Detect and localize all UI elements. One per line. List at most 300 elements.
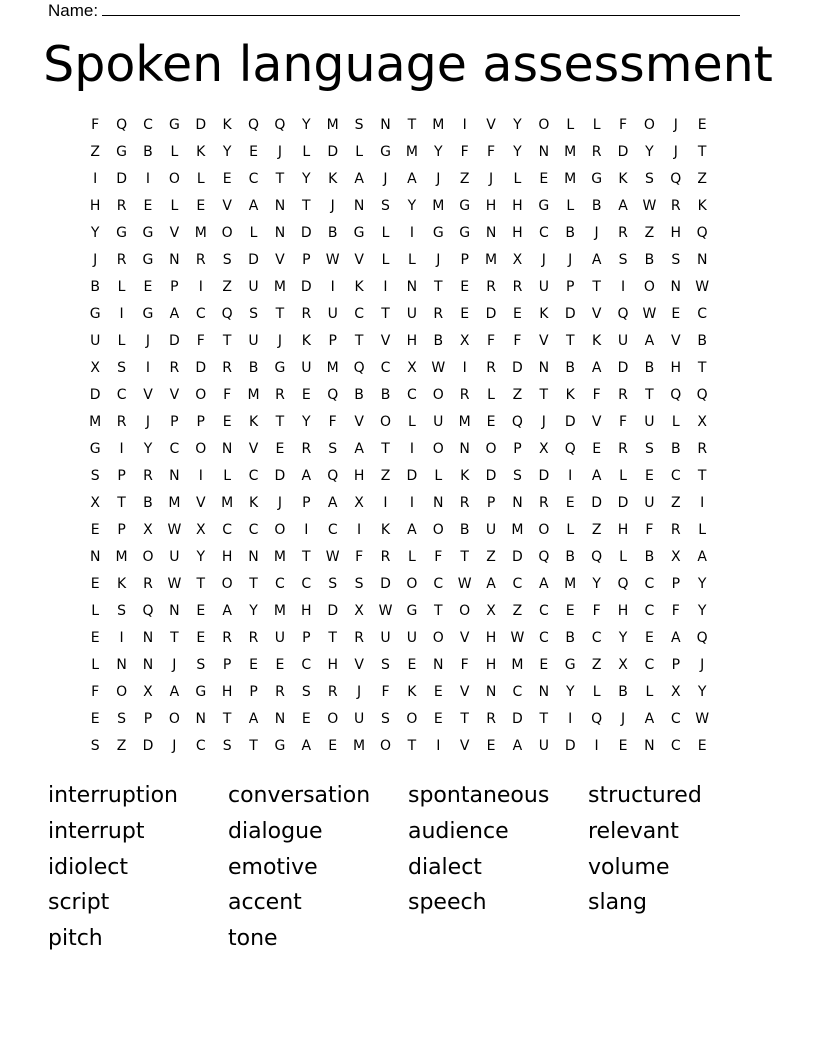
grid-letter: M xyxy=(221,495,234,511)
grid-letter: X xyxy=(143,522,153,538)
grid-letter: G xyxy=(353,225,365,241)
grid-letter: T xyxy=(433,603,443,619)
grid-letter: L xyxy=(381,252,390,268)
grid-letter: N xyxy=(274,225,286,241)
grid-letter: U xyxy=(406,630,417,646)
grid-letter: R xyxy=(380,549,391,565)
grid-letter: D xyxy=(380,576,391,592)
grid-letter: I xyxy=(568,711,573,727)
grid-letter: K xyxy=(301,333,311,349)
grid-letter: D xyxy=(564,306,576,322)
grid-letter: R xyxy=(486,711,496,727)
grid-letter: J xyxy=(145,333,151,349)
grid-letter: K xyxy=(407,684,417,700)
word-list-item: emotive xyxy=(228,854,318,880)
grid-letter: F xyxy=(91,684,100,700)
grid-letter: E xyxy=(143,279,153,295)
grid-letter: Y xyxy=(433,144,443,160)
grid-letter: Y xyxy=(697,603,707,619)
grid-row xyxy=(82,598,742,625)
grid-letter: G xyxy=(116,225,128,241)
grid-letter: B xyxy=(354,387,364,403)
grid-letter: R xyxy=(116,252,127,268)
grid-letter: D xyxy=(485,306,497,322)
grid-letter: M xyxy=(273,603,286,619)
grid-letter: T xyxy=(539,387,549,403)
grid-letter: P xyxy=(671,657,681,673)
grid-letter: V xyxy=(195,495,206,511)
grid-letter: P xyxy=(222,657,232,673)
grid-letter: L xyxy=(407,549,416,565)
grid-letter: L xyxy=(249,225,258,241)
grid-letter: A xyxy=(539,576,549,592)
grid-letter: E xyxy=(196,603,206,619)
grid-letter: T xyxy=(592,279,601,295)
grid-letter: V xyxy=(459,684,470,700)
grid-letter: P xyxy=(249,684,258,700)
word-list-item: speech xyxy=(408,890,487,916)
grid-letter: E xyxy=(90,630,100,646)
grid-letter: Q xyxy=(248,117,260,133)
grid-letter: M xyxy=(194,225,207,241)
grid-letter: M xyxy=(273,279,286,295)
grid-letter: W xyxy=(431,360,446,376)
grid-letter: E xyxy=(644,630,654,646)
grid-letter: K xyxy=(328,171,338,187)
grid-row xyxy=(82,409,742,436)
grid-letter: N xyxy=(89,549,101,565)
grid-letter: E xyxy=(222,414,232,430)
grid-letter: Q xyxy=(670,171,682,187)
grid-letter: X xyxy=(539,441,549,457)
grid-letter: D xyxy=(617,495,629,511)
grid-letter: H xyxy=(406,333,418,349)
grid-letter: N xyxy=(433,657,444,673)
word-list-item: tone xyxy=(228,926,278,952)
grid-letter: E xyxy=(90,711,100,727)
grid-letter: I xyxy=(436,738,441,754)
grid-letter: O xyxy=(406,711,418,727)
grid-letter: U xyxy=(353,711,365,727)
grid-letter: B xyxy=(143,144,153,160)
grid-letter: S xyxy=(90,738,100,754)
grid-letter: Q xyxy=(353,360,365,376)
grid-letter: T xyxy=(275,414,285,430)
grid-letter: T xyxy=(302,198,311,214)
grid-letter: K xyxy=(460,468,470,484)
grid-letter: S xyxy=(117,603,127,619)
grid-letter: E xyxy=(196,630,206,646)
grid-letter: B xyxy=(248,360,259,376)
grid-letter: H xyxy=(327,657,338,673)
grid-row xyxy=(82,463,742,490)
grid-row xyxy=(82,382,742,409)
grid-letter: A xyxy=(407,522,417,538)
grid-letter: V xyxy=(222,198,232,214)
grid-letter: F xyxy=(592,603,601,619)
grid-letter: U xyxy=(169,549,180,565)
grid-letter: C xyxy=(644,657,655,673)
grid-letter: D xyxy=(512,360,523,376)
grid-letter: E xyxy=(249,144,258,160)
grid-letter: O xyxy=(379,738,391,754)
grid-letter: M xyxy=(564,576,577,592)
grid-letter: M xyxy=(564,144,577,160)
grid-letter: J xyxy=(673,117,678,133)
grid-letter: V xyxy=(143,387,153,403)
grid-letter: N xyxy=(485,684,497,700)
grid-letter: C xyxy=(591,630,602,646)
grid-letter: U xyxy=(274,630,286,646)
grid-letter: L xyxy=(592,117,601,133)
grid-letter: T xyxy=(170,630,179,646)
grid-letter: W xyxy=(325,549,340,565)
grid-letter: A xyxy=(327,495,338,511)
grid-letter: O xyxy=(432,522,444,538)
name-field xyxy=(48,0,740,20)
grid-letter: Y xyxy=(645,144,654,160)
grid-letter: S xyxy=(328,441,338,457)
grid-letter: R xyxy=(486,279,496,295)
grid-letter: A xyxy=(354,441,364,457)
grid-row xyxy=(82,220,742,247)
grid-letter: J xyxy=(277,333,282,349)
grid-letter: T xyxy=(222,333,232,349)
grid-letter: P xyxy=(328,333,337,349)
grid-letter: C xyxy=(275,576,285,592)
grid-letter: A xyxy=(354,171,364,187)
grid-letter: J xyxy=(172,738,177,754)
grid-letter: T xyxy=(407,738,417,754)
grid-letter: U xyxy=(406,306,417,322)
grid-letter: Q xyxy=(617,306,629,322)
grid-letter: C xyxy=(670,738,681,754)
grid-letter: B xyxy=(565,549,576,565)
grid-row xyxy=(82,652,742,679)
grid-letter: S xyxy=(644,441,654,457)
grid-letter: N xyxy=(538,144,550,160)
grid-letter: B xyxy=(670,441,681,457)
grid-letter: Y xyxy=(592,576,601,592)
grid-letter: G xyxy=(538,198,550,214)
grid-letter: W xyxy=(510,630,525,646)
grid-letter: C xyxy=(195,738,206,754)
grid-letter: Z xyxy=(380,468,391,484)
grid-letter: F xyxy=(328,414,337,430)
grid-letter: O xyxy=(221,225,233,241)
word-list-item: script xyxy=(48,890,110,916)
grid-row xyxy=(82,571,742,598)
grid-letter: G xyxy=(274,360,286,376)
grid-letter: E xyxy=(618,738,628,754)
grid-letter: I xyxy=(145,171,151,187)
grid-letter: C xyxy=(644,576,655,592)
grid-letter: G xyxy=(142,306,154,322)
grid-letter: T xyxy=(117,495,126,511)
grid-letter: H xyxy=(485,198,497,214)
grid-letter: V xyxy=(591,306,602,322)
grid-letter: V xyxy=(539,333,549,349)
grid-letter: A xyxy=(644,333,655,349)
grid-letter: U xyxy=(538,738,549,754)
grid-letter: H xyxy=(512,225,523,241)
grid-letter: N xyxy=(670,279,682,295)
grid-letter: P xyxy=(170,414,179,430)
grid-letter: G xyxy=(142,225,154,241)
grid-letter: C xyxy=(301,657,312,673)
grid-letter: D xyxy=(195,360,207,376)
grid-letter: Q xyxy=(327,387,339,403)
grid-letter: S xyxy=(117,360,127,376)
grid-letter: H xyxy=(670,225,682,241)
grid-letter: Z xyxy=(116,738,127,754)
grid-letter: V xyxy=(354,252,364,268)
grid-row xyxy=(82,274,742,301)
grid-letter: S xyxy=(354,117,364,133)
grid-letter: J xyxy=(673,144,678,160)
grid-letter: M xyxy=(353,738,366,754)
grid-letter: W xyxy=(695,711,710,727)
grid-letter: K xyxy=(592,333,602,349)
grid-letter: N xyxy=(274,711,286,727)
grid-letter: U xyxy=(433,414,444,430)
grid-letter: T xyxy=(302,549,311,565)
grid-letter: X xyxy=(195,522,206,538)
grid-letter: I xyxy=(304,522,309,538)
grid-letter: N xyxy=(433,495,444,511)
grid-letter: K xyxy=(618,171,628,187)
grid-letter: G xyxy=(274,738,286,754)
grid-letter: E xyxy=(539,171,549,187)
grid-letter: S xyxy=(301,684,311,700)
grid-letter: O xyxy=(432,387,444,403)
grid-letter: Z xyxy=(222,279,232,295)
grid-letter: C xyxy=(538,225,549,241)
word-list-item: accent xyxy=(228,890,302,916)
grid-letter: E xyxy=(486,738,496,754)
page-title: Spoken language assessment xyxy=(43,36,773,93)
grid-letter: I xyxy=(93,171,98,187)
grid-letter: G xyxy=(89,441,101,457)
grid-letter: J xyxy=(436,171,441,187)
grid-letter: L xyxy=(170,198,179,214)
grid-letter: M xyxy=(326,360,339,376)
grid-letter: T xyxy=(381,306,390,322)
grid-letter: O xyxy=(168,171,180,187)
grid-letter: C xyxy=(538,630,549,646)
grid-letter: O xyxy=(538,522,550,538)
grid-letter: C xyxy=(697,306,708,322)
grid-letter: H xyxy=(617,522,629,538)
grid-letter: J xyxy=(541,414,546,430)
grid-letter: N xyxy=(169,468,180,484)
grid-letter: N xyxy=(512,495,523,511)
grid-letter: G xyxy=(380,144,391,160)
grid-letter: D xyxy=(168,333,180,349)
grid-letter: V xyxy=(248,441,259,457)
grid-letter: N xyxy=(406,279,418,295)
grid-letter: R xyxy=(670,198,681,214)
grid-letter: Q xyxy=(696,630,708,646)
grid-letter: X xyxy=(670,549,681,565)
grid-letter: N xyxy=(644,738,655,754)
grid-letter: D xyxy=(512,711,523,727)
grid-letter: T xyxy=(697,144,707,160)
grid-letter: P xyxy=(302,630,311,646)
grid-letter: A xyxy=(169,306,180,322)
grid-letter: Y xyxy=(302,117,311,133)
grid-letter: N xyxy=(142,657,154,673)
grid-letter: U xyxy=(301,360,312,376)
grid-letter: I xyxy=(145,360,151,376)
grid-letter: Y xyxy=(618,630,628,646)
grid-letter: E xyxy=(90,522,100,538)
grid-letter: L xyxy=(91,657,100,673)
word-list xyxy=(48,778,768,957)
grid-letter: W xyxy=(325,252,340,268)
grid-letter: D xyxy=(617,360,629,376)
grid-letter: D xyxy=(195,117,207,133)
grid-letter: J xyxy=(357,684,362,700)
grid-letter: X xyxy=(618,657,628,673)
grid-letter: J xyxy=(172,657,177,673)
grid-letter: R xyxy=(301,306,312,322)
grid-letter: F xyxy=(381,684,390,700)
grid-letter: H xyxy=(221,549,233,565)
grid-letter: T xyxy=(249,576,258,592)
grid-letter: I xyxy=(462,360,467,376)
word-list-item: slang xyxy=(588,890,647,916)
grid-letter: F xyxy=(460,657,469,673)
grid-letter: S xyxy=(196,657,206,673)
grid-letter: O xyxy=(643,279,655,295)
grid-letter: K xyxy=(539,306,549,322)
grid-letter: F xyxy=(618,117,628,133)
grid-letter: R xyxy=(275,684,285,700)
grid-letter: E xyxy=(671,306,681,322)
grid-letter: N xyxy=(248,549,259,565)
grid-letter: L xyxy=(223,468,232,484)
grid-letter: J xyxy=(568,252,573,268)
grid-letter: L xyxy=(355,144,363,160)
grid-letter: O xyxy=(221,576,233,592)
grid-letter: B xyxy=(327,225,338,241)
grid-letter: I xyxy=(462,117,467,133)
grid-letter: J xyxy=(541,252,546,268)
grid-letter: H xyxy=(512,198,523,214)
grid-letter: V xyxy=(591,414,602,430)
word-list-item: dialogue xyxy=(228,818,323,844)
grid-letter: X xyxy=(407,360,417,376)
grid-letter: T xyxy=(565,333,575,349)
grid-row xyxy=(82,544,742,571)
grid-letter: P xyxy=(302,495,311,511)
grid-letter: M xyxy=(273,549,286,565)
grid-letter: I xyxy=(198,468,203,484)
grid-letter: Y xyxy=(196,549,206,565)
grid-letter: N xyxy=(142,630,154,646)
grid-letter: O xyxy=(274,522,286,538)
grid-letter: C xyxy=(538,603,549,619)
grid-letter: A xyxy=(618,198,628,214)
grid-row xyxy=(82,328,742,355)
grid-letter: K xyxy=(380,522,391,538)
grid-letter: F xyxy=(671,603,680,619)
grid-letter: Z xyxy=(90,144,100,160)
grid-letter: B xyxy=(591,198,602,214)
grid-letter: X xyxy=(90,360,100,376)
grid-letter: J xyxy=(620,711,626,727)
grid-letter: W xyxy=(378,603,393,619)
grid-letter: Q xyxy=(142,603,154,619)
grid-letter: O xyxy=(485,441,497,457)
grid-letter: R xyxy=(116,198,127,214)
grid-letter: B xyxy=(697,333,707,349)
grid-letter: E xyxy=(697,738,707,754)
grid-letter: B xyxy=(90,279,100,295)
grid-letter: Z xyxy=(512,603,523,619)
grid-letter: D xyxy=(300,279,312,295)
grid-letter: Y xyxy=(513,117,522,133)
grid-letter: R xyxy=(512,279,523,295)
grid-letter: T xyxy=(645,387,654,403)
grid-letter: J xyxy=(594,225,599,241)
grid-letter: F xyxy=(592,387,601,403)
grid-row xyxy=(82,301,742,328)
grid-letter: K xyxy=(248,495,259,511)
grid-letter: Y xyxy=(407,198,417,214)
grid-letter: E xyxy=(407,657,417,673)
grid-letter: E xyxy=(433,684,443,700)
grid-letter: Y xyxy=(697,684,707,700)
grid-letter: F xyxy=(513,333,522,349)
grid-letter: O xyxy=(538,117,550,133)
grid-letter: Z xyxy=(644,225,655,241)
grid-letter: E xyxy=(460,279,470,295)
grid-letter: C xyxy=(512,684,523,700)
grid-letter: O xyxy=(432,630,444,646)
grid-letter: M xyxy=(405,144,418,160)
grid-letter: V xyxy=(380,333,391,349)
grid-row xyxy=(82,112,742,139)
grid-letter: C xyxy=(169,441,180,457)
grid-letter: A xyxy=(486,576,496,592)
grid-letter: M xyxy=(168,495,181,511)
grid-letter: L xyxy=(302,144,311,160)
grid-letter: F xyxy=(91,117,100,133)
grid-letter: X xyxy=(512,252,523,268)
grid-letter: L xyxy=(117,333,126,349)
grid-letter: I xyxy=(383,279,388,295)
grid-letter: V xyxy=(459,738,470,754)
grid-letter: G xyxy=(459,198,471,214)
grid-letter: K xyxy=(565,387,575,403)
grid-letter: J xyxy=(700,657,705,673)
grid-letter: W xyxy=(642,306,657,322)
grid-letter: E xyxy=(592,441,602,457)
grid-letter: T xyxy=(381,441,390,457)
grid-letter: K xyxy=(697,198,707,214)
grid-letter: D xyxy=(142,738,154,754)
grid-letter: Q xyxy=(591,549,603,565)
grid-letter: V xyxy=(459,630,470,646)
word-list-item: interruption xyxy=(48,783,178,808)
grid-letter: I xyxy=(409,495,414,511)
grid-letter: W xyxy=(695,279,710,295)
grid-letter: B xyxy=(459,522,470,538)
grid-letter: R xyxy=(222,360,233,376)
grid-letter: T xyxy=(433,279,443,295)
